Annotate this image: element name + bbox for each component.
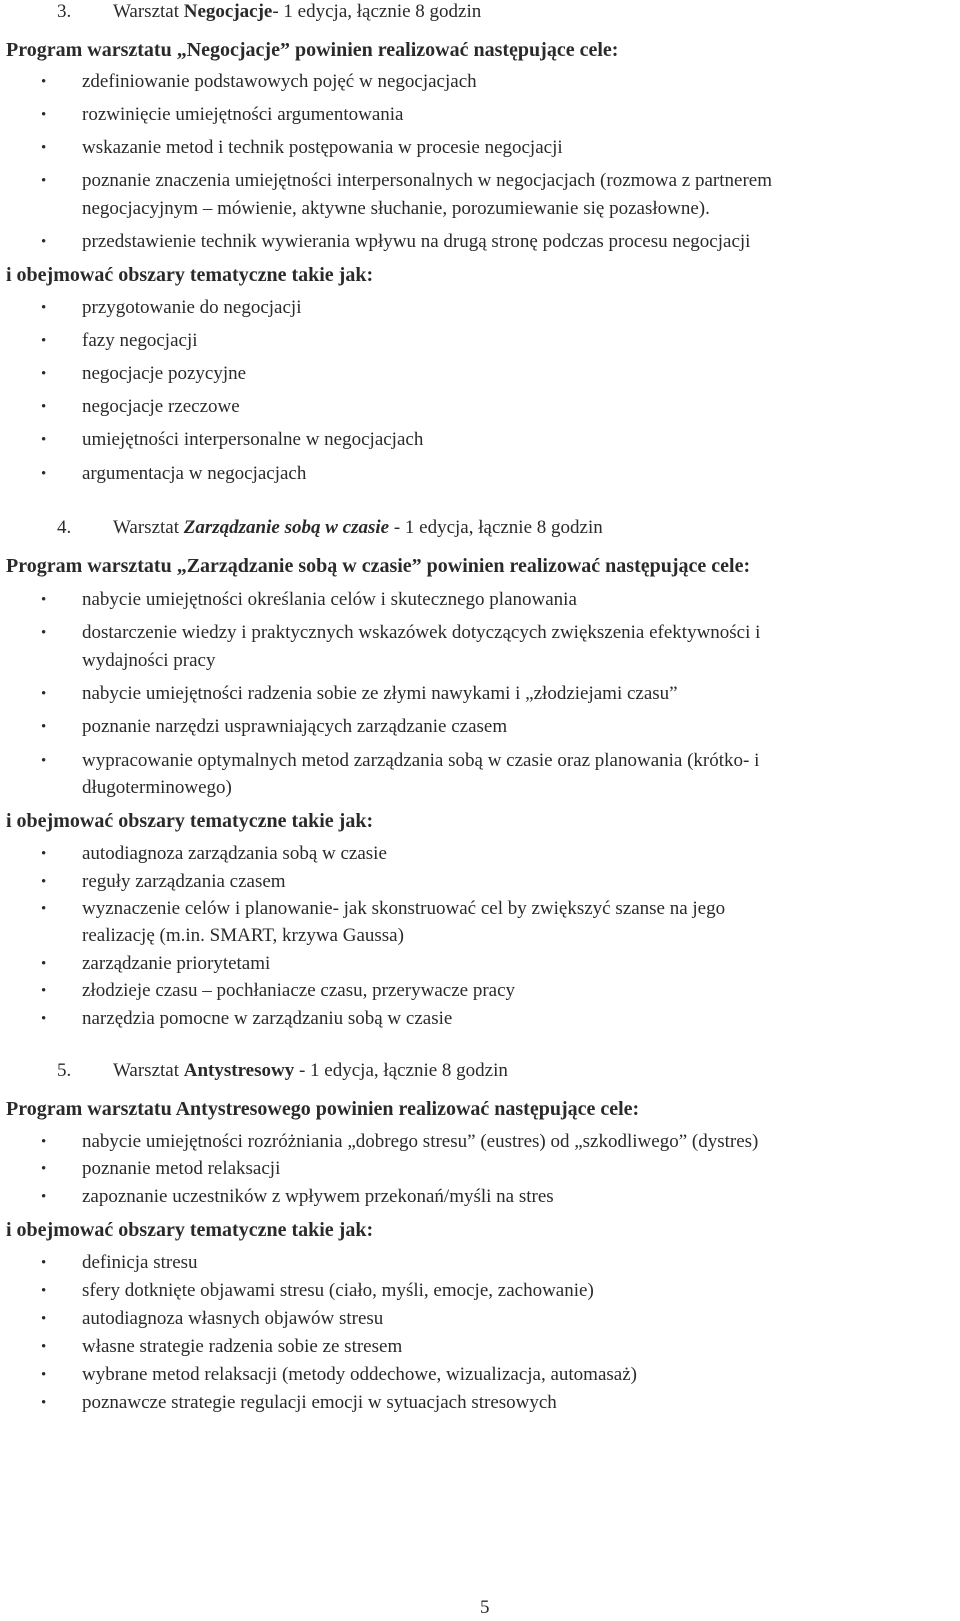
list-item-text: poznanie znaczenia umiejętności interpersonalnych w negocjacjach (rozmowa z partnerem	[82, 170, 773, 191]
bullet-icon: •	[41, 333, 47, 349]
goals-intro: Program warsztatu „Negocjacje” powinien realizować następujące cele:	[6, 39, 619, 61]
title-name: Negocjacje	[183, 1, 273, 22]
bullet-icon: •	[41, 592, 47, 608]
bullet-icon: •	[41, 686, 47, 702]
list-item-text: sfery dotknięte objawami stresu (ciało, myśli, emocje, zachowanie)	[82, 1280, 594, 1301]
list-item-text: własne strategie radzenia sobie ze stresem	[82, 1336, 403, 1357]
bullet-icon: •	[41, 1395, 47, 1411]
bullet-icon: •	[41, 1255, 47, 1271]
bullet-icon: •	[41, 956, 47, 972]
bullet-icon: •	[41, 1189, 47, 1205]
goals-intro: Program warsztatu „Zarządzanie sobą w czasie” powinien realizować następujące cele:	[6, 555, 751, 577]
list-item-text: nabycie umiejętności rozróżniania „dobrego stresu” (eustres) od „szkodliwego” (dystres)	[82, 1131, 759, 1152]
title-prefix: Warsztat	[113, 1060, 184, 1081]
bullet-icon: •	[41, 753, 47, 769]
list-item-text: rozwinięcie umiejętności argumentowania	[82, 104, 404, 125]
list-item-text: złodzieje czasu – pochłaniacze czasu, przerywacze pracy	[82, 980, 516, 1001]
list-item-continuation: realizację (m.in. SMART, krzywa Gaussa)	[82, 925, 404, 946]
list-item-text: zarządzanie priorytetami	[82, 953, 271, 974]
list-item-text: nabycie umiejętności radzenia sobie ze złymi nawykami i „złodziejami czasu”	[82, 683, 678, 704]
section-title	[113, 0, 481, 24]
list-item-text: fazy negocjacji	[82, 330, 198, 351]
section-title	[113, 1059, 508, 1083]
section-number: 5.	[57, 1060, 72, 1081]
list-item-text: umiejętności interpersonalne w negocjacjach	[82, 429, 424, 450]
list-item-text: definicja stresu	[82, 1252, 198, 1273]
bullet-icon: •	[41, 846, 47, 862]
section-number: 4.	[57, 517, 72, 538]
title-suffix: - 1 edycja, łącznie 8 godzin	[272, 1, 482, 22]
topics-intro: i obejmować obszary tematyczne takie jak:	[6, 810, 374, 832]
bullet-icon: •	[41, 1011, 47, 1027]
list-item-text: poznanie narzędzi usprawniających zarządzanie czasem	[82, 716, 508, 737]
list-item-text: nabycie umiejętności określania celów i skutecznego planowania	[82, 589, 577, 610]
title-prefix: Warsztat	[113, 1, 184, 22]
list-item-text: reguły zarządzania czasem	[82, 871, 286, 892]
title-name: Antystresowy	[183, 1060, 295, 1081]
list-item-text: negocjacje pozycyjne	[82, 363, 247, 384]
section-number: 3.	[57, 1, 72, 22]
bullet-icon: •	[41, 625, 47, 641]
list-item-text: negocjacje rzeczowe	[82, 396, 240, 417]
bullet-icon: •	[41, 1339, 47, 1355]
list-item-text: autodiagnoza własnych objawów stresu	[82, 1308, 384, 1329]
bullet-icon: •	[41, 1311, 47, 1327]
list-item-text: wybrane metod relaksacji (metody oddechowe, wizualizacja, automasaż)	[82, 1364, 637, 1385]
title-name: Zarządzanie sobą w czasie	[183, 517, 390, 538]
list-item-text: poznawcze strategie regulacji emocji w sytuacjach stresowych	[82, 1392, 557, 1413]
title-prefix: Warsztat	[113, 517, 184, 538]
list-item-text: przedstawienie technik wywierania wpływu na drugą stronę podczas procesu negocjacji	[82, 231, 751, 252]
bullet-icon: •	[41, 466, 47, 482]
bullet-icon: •	[41, 234, 47, 250]
list-item-text: dostarczenie wiedzy i praktycznych wskazówek dotyczących zwiększenia efektywności i	[82, 622, 761, 643]
bullet-icon: •	[41, 366, 47, 382]
bullet-icon: •	[41, 300, 47, 316]
bullet-icon: •	[41, 874, 47, 890]
bullet-icon: •	[41, 432, 47, 448]
bullet-icon: •	[41, 1367, 47, 1383]
bullet-icon: •	[41, 901, 47, 917]
topics-intro: i obejmować obszary tematyczne takie jak:	[6, 264, 374, 286]
bullet-icon: •	[41, 1161, 47, 1177]
list-item-continuation: wydajności pracy	[82, 650, 216, 671]
page-number: 5	[480, 1597, 490, 1618]
bullet-icon: •	[41, 719, 47, 735]
bullet-icon: •	[41, 399, 47, 415]
list-item-continuation: negocjacyjnym – mówienie, aktywne słuchanie, porozumiewanie się pozasłowne).	[82, 198, 710, 219]
list-item-text: autodiagnoza zarządzania sobą w czasie	[82, 843, 387, 864]
list-item-continuation: długoterminowego)	[82, 777, 232, 798]
bullet-icon: •	[41, 1283, 47, 1299]
bullet-icon: •	[41, 173, 47, 189]
list-item-text: zapoznanie uczestników z wpływem przekonań/myśli na stres	[82, 1186, 554, 1207]
list-item-text: wskazanie metod i technik postępowania w procesie negocjacji	[82, 137, 563, 158]
bullet-icon: •	[41, 983, 47, 999]
bullet-icon: •	[41, 1134, 47, 1150]
goals-intro: Program warsztatu Antystresowego powinien realizować następujące cele:	[6, 1098, 640, 1120]
list-item-text: wypracowanie optymalnych metod zarządzania sobą w czasie oraz planowania (krótko- i	[82, 750, 760, 771]
list-item-text: zdefiniowanie podstawowych pojęć w negocjacjach	[82, 71, 477, 92]
list-item-text: argumentacja w negocjacjach	[82, 463, 307, 484]
topics-intro: i obejmować obszary tematyczne takie jak:	[6, 1219, 374, 1241]
list-item-text: poznanie metod relaksacji	[82, 1158, 281, 1179]
list-item-text: narzędzia pomocne w zarządzaniu sobą w czasie	[82, 1008, 453, 1029]
title-suffix: - 1 edycja, łącznie 8 godzin	[294, 1060, 508, 1081]
bullet-icon: •	[41, 74, 47, 90]
bullet-icon: •	[41, 107, 47, 123]
section-title	[113, 516, 603, 540]
title-suffix: - 1 edycja, łącznie 8 godzin	[389, 517, 603, 538]
list-item-text: przygotowanie do negocjacji	[82, 297, 302, 318]
bullet-icon: •	[41, 140, 47, 156]
list-item-text: wyznaczenie celów i planowanie- jak skonstruować cel by zwiększyć szanse na jego	[82, 898, 726, 919]
